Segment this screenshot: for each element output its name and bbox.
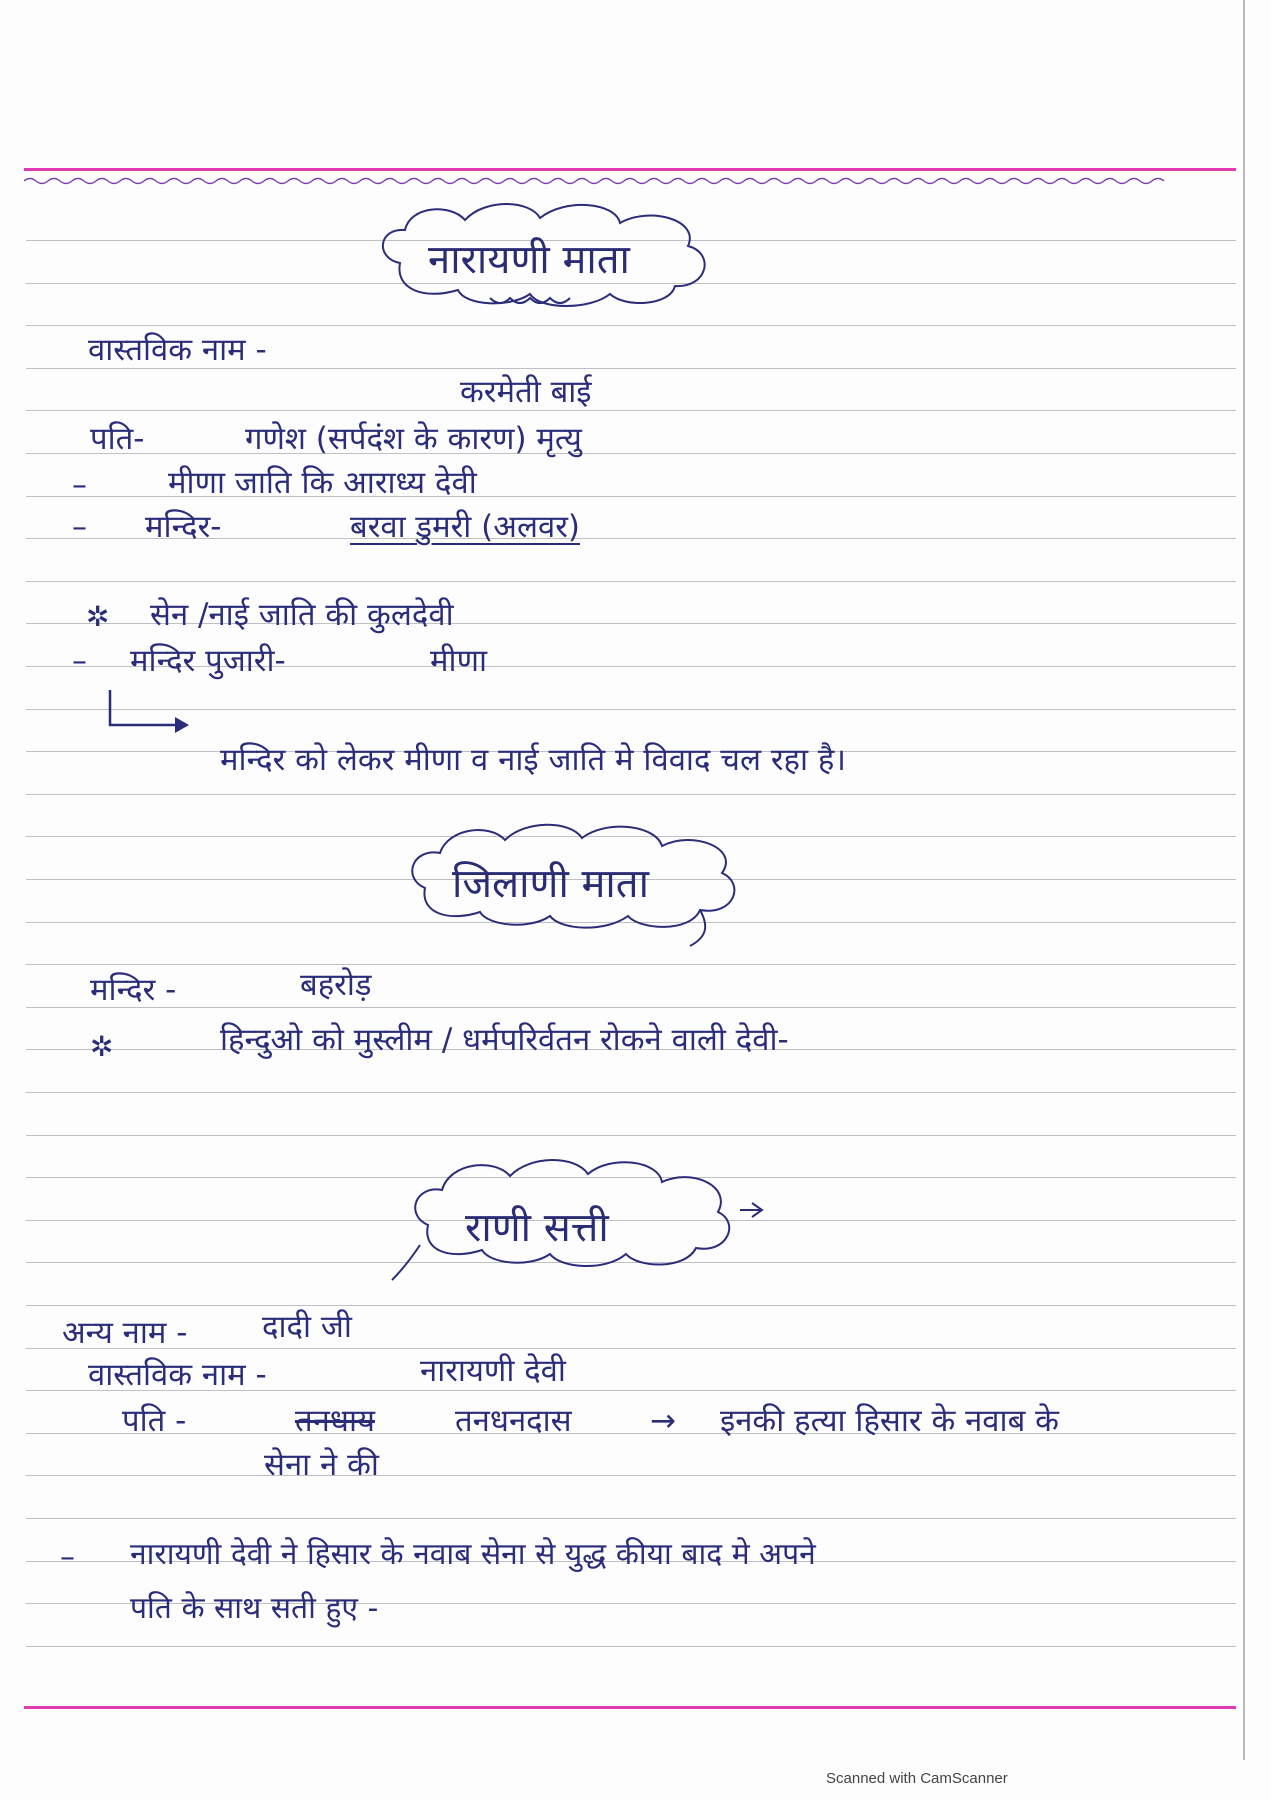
ruled-line [26, 709, 1236, 710]
section2-title: जिलाणी माता [452, 861, 649, 907]
ruled-line [26, 1475, 1236, 1476]
ruled-line [26, 410, 1236, 411]
husband-value-3: तनधनदास [455, 1403, 572, 1439]
ruled-line [26, 1305, 1236, 1306]
conversion-line: हिन्दुओ को मुस्लीम / धर्मपरिर्वतन रोकने वाली देवी- [220, 1022, 789, 1058]
dash-bullet: – [72, 644, 87, 679]
other-name-value: दादी जी [262, 1309, 352, 1345]
scanner-watermark: Scanned with CamScanner [826, 1770, 1008, 1787]
ruled-line [26, 1348, 1236, 1349]
ruled-line [26, 1092, 1236, 1093]
temple-label-2: मन्दिर - [90, 972, 177, 1008]
real-name-value: करमेती बाई [460, 374, 592, 410]
priest-value: मीणा [430, 643, 488, 679]
section1-title: नारायणी माता [428, 237, 630, 283]
ruled-line [26, 964, 1236, 965]
right-margin-line [1243, 0, 1245, 1760]
ruled-line [26, 1007, 1236, 1008]
real-name-label-3: वास्तविक नाम - [88, 1357, 267, 1393]
dash-bullet: – [72, 510, 87, 545]
ruled-line [26, 1518, 1236, 1519]
arrow-icon [105, 690, 195, 740]
ruled-line [26, 325, 1236, 326]
real-name-label: वास्तविक नाम - [88, 332, 267, 368]
temple-value-2: बहरोड़ [300, 967, 372, 1003]
section3-title: राणी सत्ती [465, 1205, 609, 1251]
priest-label: मन्दिर पुजारी- [130, 643, 286, 679]
war-line-2: पति के साथ सती हुए - [130, 1591, 379, 1626]
sen-line: सेन /नाई जाति की कुलदेवी [150, 597, 454, 633]
murder-line-cont: सेना ने की [264, 1447, 379, 1483]
dispute-line: मन्दिर को लेकर मीणा व नाई जाति मे विवाद चल रहा है। [220, 742, 847, 778]
ruled-line [26, 581, 1236, 582]
husband-struck: तनधाय [295, 1403, 375, 1439]
other-name-label: अन्य नाम - [62, 1315, 188, 1351]
ruled-line [26, 368, 1236, 369]
dash-bullet: – [60, 1540, 75, 1575]
top-margin-band [24, 168, 1236, 190]
meena-line: मीणा जाति कि आराध्य देवी [168, 465, 477, 501]
bullet-mark: ✲ [90, 1030, 114, 1063]
dash-bullet: – [72, 468, 87, 503]
real-name-value-3: नारायणी देवी [420, 1353, 566, 1389]
bottom-margin-line [24, 1706, 1236, 1709]
husband-label-3: पति - [122, 1403, 187, 1439]
ruled-line [26, 453, 1236, 454]
bullet-mark: ✲ [86, 600, 110, 633]
murder-line: इनकी हत्या हिसार के नवाब के [720, 1403, 1059, 1439]
husband-text: गणेश (सर्पदंश के कारण) मृत्यु [245, 421, 582, 457]
arrow-symbol: → [650, 1403, 676, 1439]
wavy-line [24, 176, 1236, 186]
war-line-1: नारायणी देवी ने हिसार के नवाब सेना से युद्ध कीया बाद मे अपने [130, 1537, 816, 1572]
ruled-line [26, 794, 1236, 795]
ruled-line [26, 1135, 1236, 1136]
ruled-line [26, 1646, 1236, 1647]
husband-label: पति- [90, 421, 145, 457]
temple-label: मन्दिर- [145, 509, 222, 545]
temple-value: बरवा डुमरी (अलवर) [350, 509, 580, 545]
